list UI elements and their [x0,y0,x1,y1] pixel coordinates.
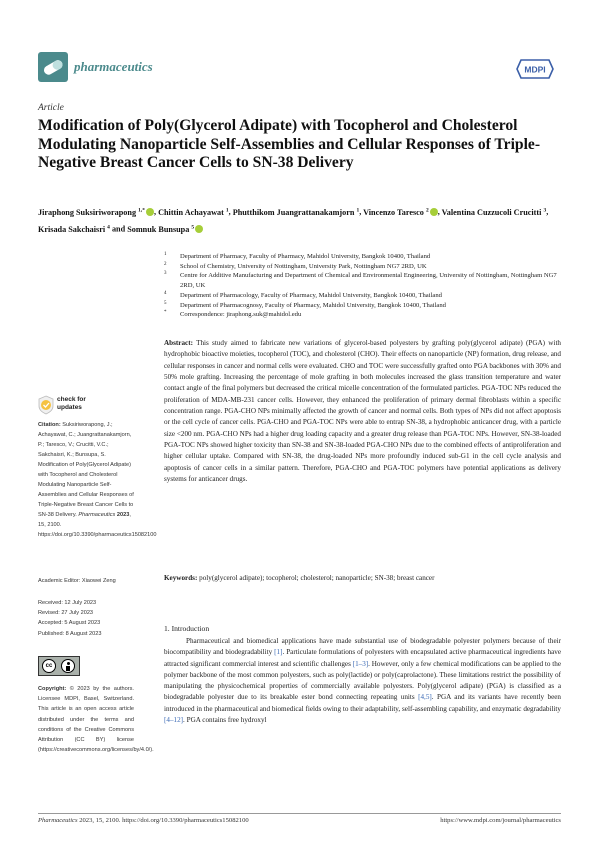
footer-divider [38,813,561,814]
citation-year: 2023 [116,512,130,518]
affiliation-text: Department of Pharmacy, Faculty of Pharmacy, Mahidol University, Bangkok 10400, Thailand [180,253,431,260]
article-title: Modification of Poly(Glycerol Adipate) with Tocopherol and Cholesterol Modulating Nanoparticle Self-Assemblies and Cellular Responses of Triple-Negative Breast Cancer Cells to SN-38 Delivery [38,117,541,171]
paragraph-text: . PGA contains free hydroxyl [183,716,267,725]
affiliation-number: 3 [164,271,167,277]
footer-citation-text: 2023, 15, 2100. https://doi.org/10.3390/pharmaceutics15082100 [77,817,249,824]
keywords-label: Keywords: [164,574,198,582]
affiliation-item [164,252,564,262]
article-type: Article [38,103,64,113]
academic-editor: Academic Editor: Xiaowei Zeng [38,578,116,584]
affiliation-item [164,301,564,311]
citation-text: Suksiriworapong, J.; Achayawat, C.; Juangrattanakamjorn, P.; Taresco, V.; Crucitti, V.C.; Sakchaisri, K.; Bunsupa, S. Modification of Poly(Glycerol Adipate) with Tocopherol and Cholesterol Modulating Nanoparticle Self-Assemblies and Cellular Responses of Triple-Negative Breast Cancer Cells to SN-38 Delivery. [38,422,134,518]
affiliation-item [164,262,564,272]
date-published: Published: 8 August 2023 [38,630,102,637]
affiliation-text: Centre for Additive Manufacturing and Department of Chemical and Environmental Engineering, University of Nottingham, Nottingham NG7 2RD, UK [180,272,557,290]
author-name: Jiraphong Suksiriworapong $^{1,*}$ [38,207,145,217]
author-affiliation-marker: 4 [107,224,110,231]
check-updates-label: check for updates [57,396,86,411]
author-affiliation-marker: 1 [356,207,360,213]
date-revised: Revised: 27 July 2023 [38,610,94,617]
affiliation-number: 2 [164,261,167,267]
author-name: Krisada Sakchaisri $^4$ [38,224,110,234]
copyright-notice [38,684,154,755]
citation-rest: , 15, 2100. https://doi.org/10.3390/pharmaceutics15082100 [38,512,157,538]
author-name: Chittin Achayawat $^1$ [158,207,229,217]
affiliation-item [164,291,564,301]
affiliation-number: 1 [164,252,167,257]
author-name: Phutthikom Juangrattanakamjorn $^1$ [232,207,360,217]
publisher-name: MDPI [524,64,546,75]
abstract-text: This study aimed to fabricate new variations of glycerol-based polyesters by grafting poly(glycerol adipate) (PGA) with hydrophobic bioactive moieties, tocopherol (TOC), and cholesterol (CHO). Their effects on nanoparticle (NP) formation, drug release, and cellular responses in cancer and normal cells were evaluated. CHO and TOC were successfully grafted onto PGA backbones with 30% and 50% mole grafting. Increasing the percentage of mole grafting in both molecules increased the glass transition temperature and water contact angle of the final polymers but decreased the critical micelle concentration of the formulated particles. PGA-TOC NPs reduced the proliferation of MDA-MB-231 cancer cells. However, they enhanced the proliferation of primary dermal fibroblasts within a specific concentration range. PGA-CHO NPs minimally affected the growth of cancer and normal cells. Both types of NPs did not affect apoptosis or the cell cycle of cancer cells. PGA-CHO and PGA-TOC NPs were able to entrap SN-38, a hydrophobic anticancer drug, with a particle size <200 nm. PGA-CHO NPs had a higher drug loading capacity and a greater drug release than PGA-TOC NPs. However, SN-38-loaded PGA-TOC NPs showed higher toxicity than SN-38 and SN-38-loaded PGA-CHO NPs due to the combined effects of antiproliferation and higher cellular uptake. Compared with SN-38, the drug-loaded NPs more profoundly induced sub-G1 in the cell cycle analysis and apoptosis of cancer cells in a similar pattern. Therefore, PGA-CHO and PGA-TOC polymers have potential applications as delivery systems for anticancer drugs. [164,339,562,484]
mdpi-logo-icon [515,58,555,80]
affiliations [164,252,564,320]
author-affiliation-marker: 1,* [138,207,145,213]
copyright-text: © 2023 by the authors. Licensee MDPI, Basel, Switzerland. This article is an open access article distributed under the terms and conditions of the Creative Commons Attribution (CC BY) license (https://creativecommons.org/licenses/by/4.0/). [38,686,154,754]
introduction-paragraph [164,636,561,726]
date-accepted: Accepted: 5 August 2023 [38,620,101,627]
check-updates-icon [38,395,54,415]
citation-reference-link[interactable]: [1] [274,648,283,657]
affiliation-number: 4 [164,290,167,296]
cc-by-license-badge[interactable] [38,656,80,676]
author-affiliation-marker: 2 [425,207,429,213]
affiliation-text: Correspondence: jiraphong.suk@mahidol.edu [180,311,302,319]
affiliation-item [164,310,564,320]
article-dates [38,598,134,639]
citation-journal: Pharmaceutics [78,512,116,518]
introduction-body [164,636,561,726]
orcid-icon[interactable] [146,208,154,216]
citation-reference-link[interactable]: [4–12] [164,716,184,725]
affiliation-number: * [164,310,167,316]
date-received: Received: 12 July 2023 [38,600,97,606]
section-heading-introduction: 1. Introduction [164,624,210,633]
footer-citation [38,817,249,824]
author-name: Vincenzo Taresco $^2$ [363,207,429,217]
author-list: Jiraphong Suksiriworapong $^{1,*}$ , Chittin Achayawat $^1$, Phutthikom Juangrattanakamjorn $^1$, Vincenzo Taresco $^2$ , Valentina Cuzzucoli Crucitti $^3$, Krisada Sakchaisri $^4$ and Somnuk Bunsupa $^5$ [38,207,549,234]
citation-reference-link[interactable]: [1–3] [352,659,369,668]
affiliation-item [164,271,564,290]
cc-icon: cc [42,659,56,673]
paragraph-text: . PGA and its variants have recently been introduced in the pharmaceutical and biomedical fields owing to their adaptability, self-assembling capability, and enzymatic degradability [164,693,561,713]
copyright-label: Copyright: [38,686,67,692]
author-name: Valentina Cuzzucoli Crucitti $^3$ [441,207,547,217]
affiliation-text: School of Chemistry, University of Nottingham, University Park, Nottingham NG7 2RD, UK [180,262,427,270]
affiliation-text: Department of Pharmacology, Faculty of Pharmacy, Mahidol University, Bangkok 10400, Thailand [180,291,442,299]
attribution-icon [61,659,75,673]
footer-journal-link[interactable]: https://www.mdpi.com/journal/pharmaceutics [440,817,561,824]
paragraph-text: . Particulate formulations of polyesters with encapsulated active pharmaceutical ingredients have attracted significant commercial interest and scientific challenges [164,648,562,668]
check-for-updates-button[interactable] [38,395,98,417]
author-name: Somnuk Bunsupa $^5$ [127,224,195,234]
abstract [164,338,561,485]
author-affiliation-marker: 5 [191,224,195,231]
orcid-icon[interactable] [195,225,203,233]
pharmaceutics-logo-icon [38,52,68,82]
keywords-text: poly(glycerol adipate); tocopherol; cholesterol; nanoparticle; SN-38; breast cancer [199,574,435,582]
author-affiliation-marker: 1 [225,207,229,213]
journal-name: pharmaceutics [74,59,153,74]
paragraph-text: . However, only a few chemical modifications can be applied to the polymer backbone of the most common polyesters, such as poly(lactide) or poly(caprolactone). These limitations restrict the possibility of manipulating the physicochemical properties of commercially available polyesters. Poly(glycerol adipate) (PGA) is classified as a biodegradable polyester due to its breakable ester bond connecting repeating units [164,659,561,702]
abstract-label: Abstract: [164,339,193,347]
paragraph-text: Pharmaceutical and biomedical applications have made substantial use of biodegradable polyester polymers because of their biocompatibility and biodegradability [164,637,561,657]
affiliation-text: Department of Pharmacognosy, Faculty of Pharmacy, Mahidol University, Bangkok 10400, Thailand [180,301,446,309]
citation-label: Citation: [38,422,61,428]
citation-reference-link[interactable]: [4,5] [418,693,432,702]
author-affiliation-marker: 3 [543,207,547,213]
keywords [164,573,561,584]
orcid-icon[interactable] [430,208,438,216]
footer-journal: Pharmaceutics [38,817,78,824]
affiliation-number: 5 [164,300,167,306]
citation [38,420,157,540]
